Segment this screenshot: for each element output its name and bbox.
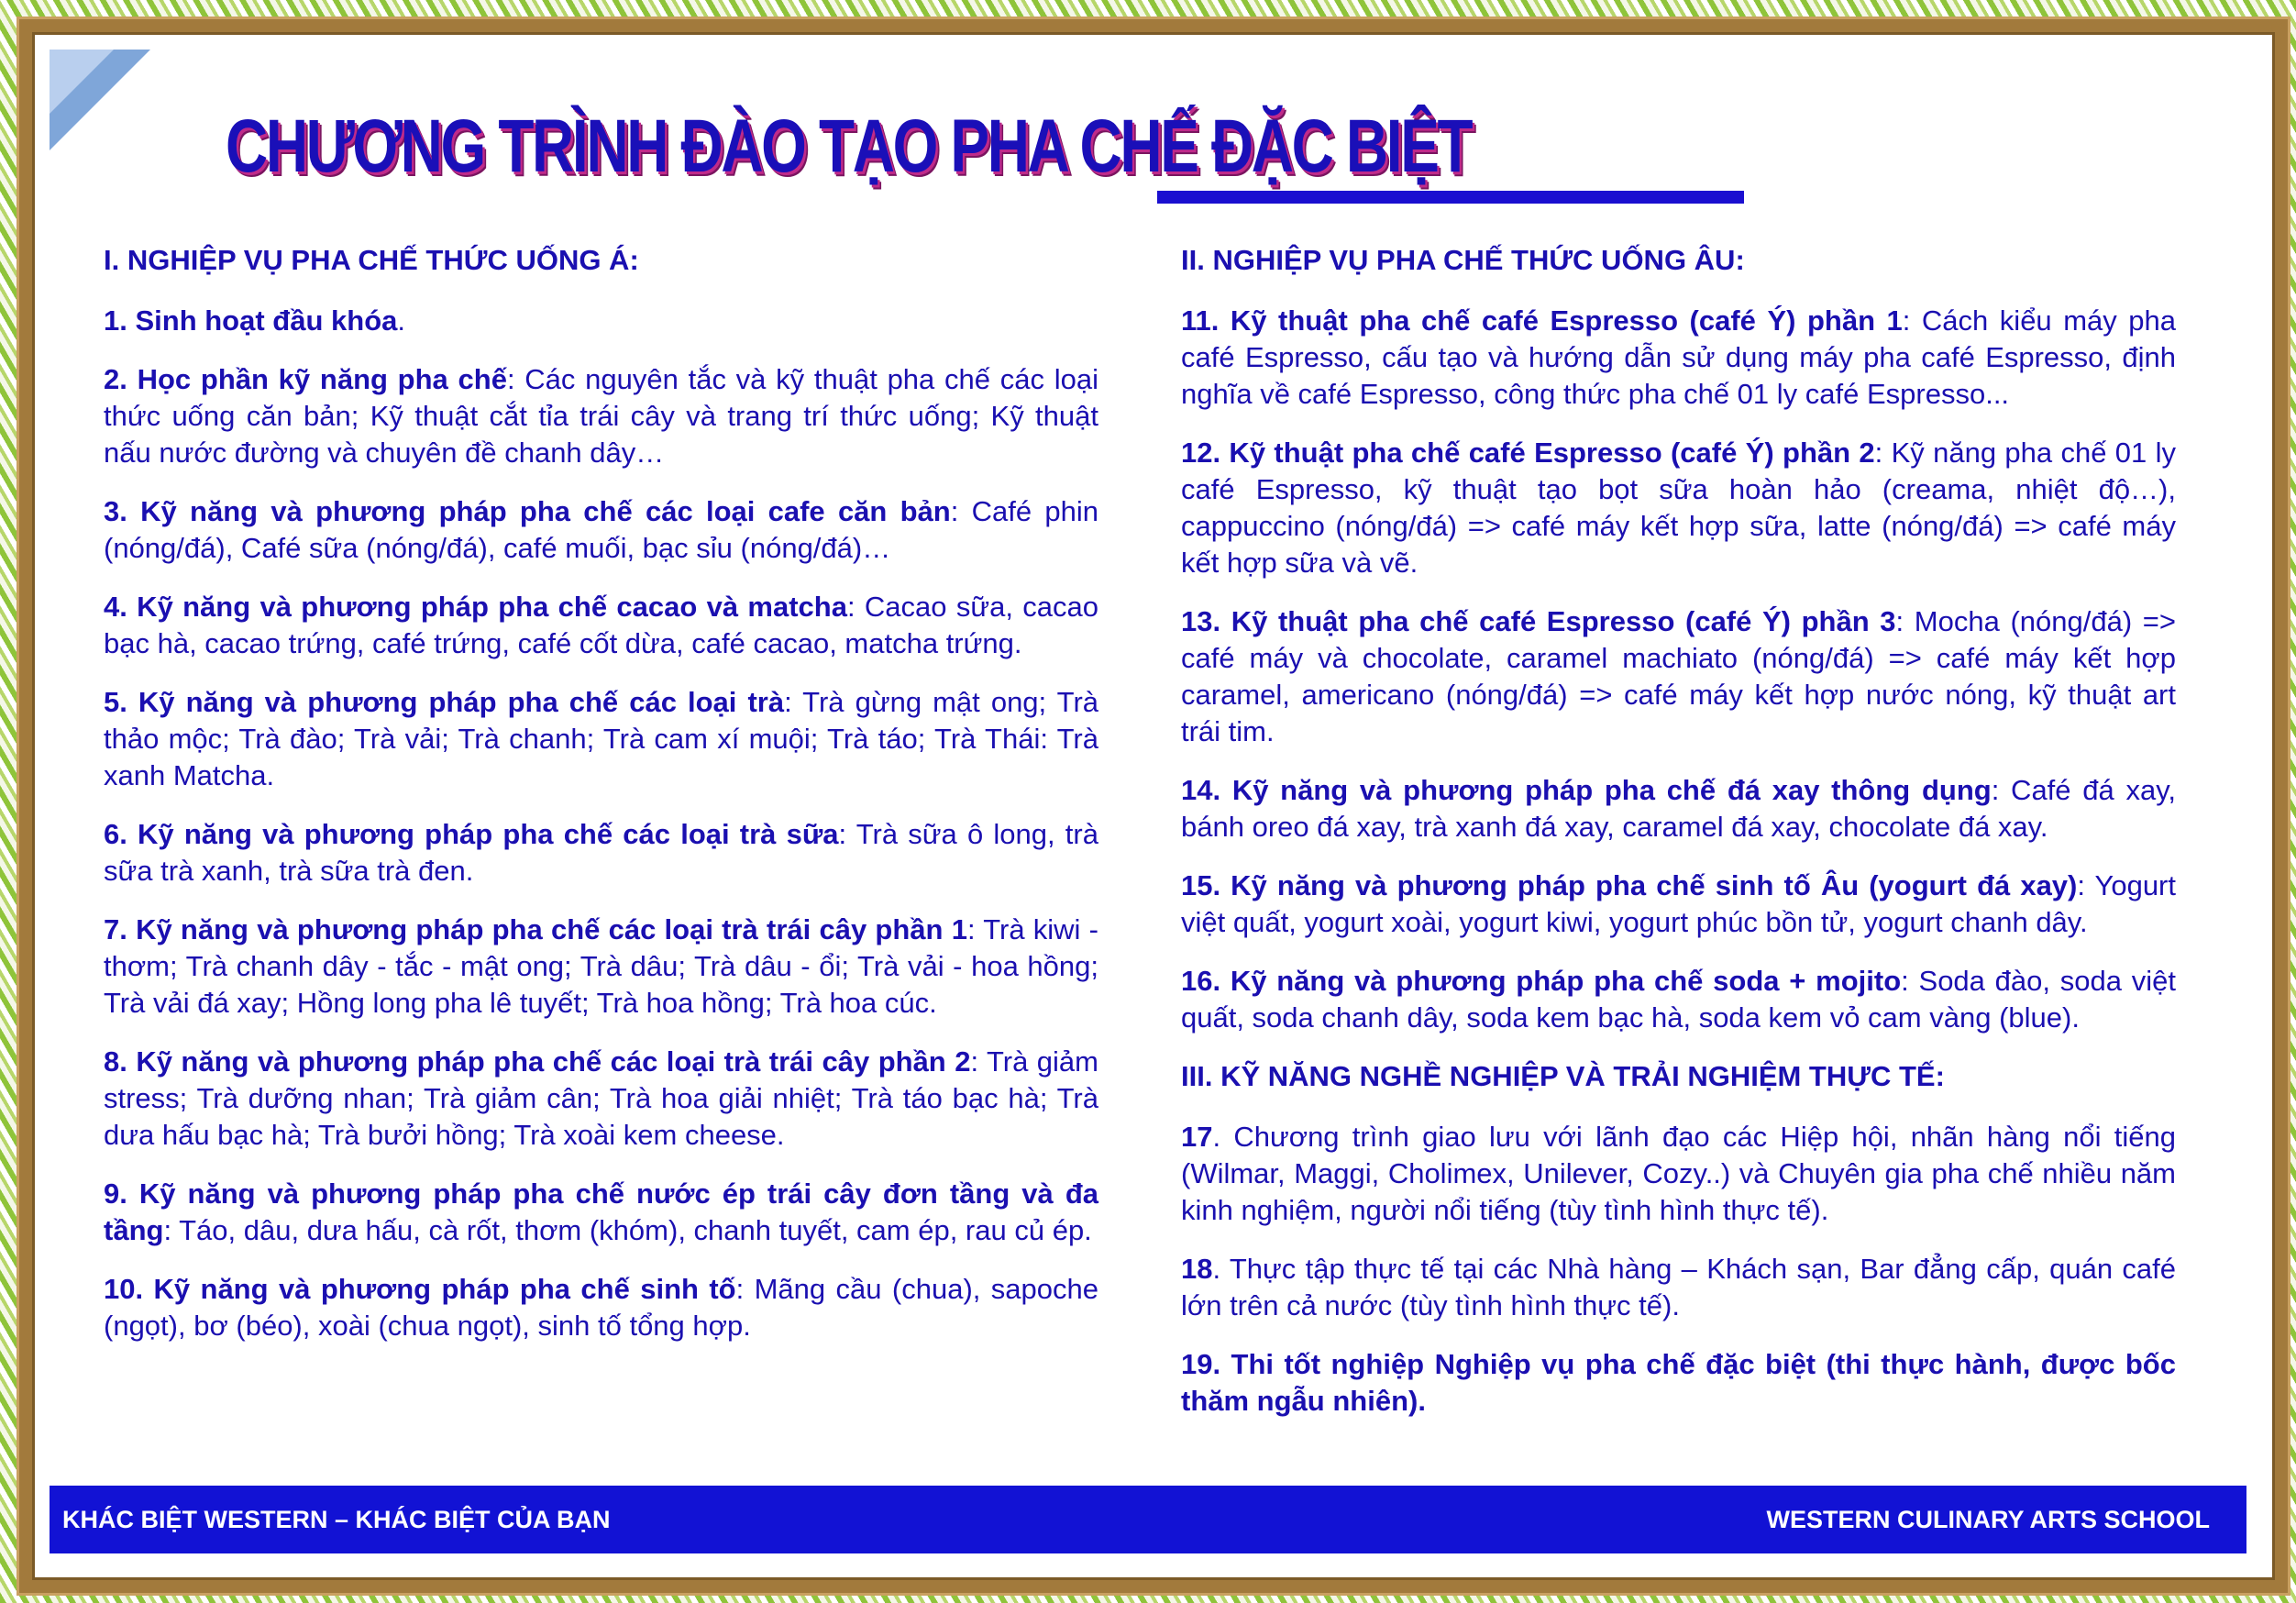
list-item bbox=[1181, 435, 2176, 581]
list-item bbox=[104, 493, 1098, 567]
list-item bbox=[1181, 1119, 2176, 1229]
item-text: : Trà giảm stress; Trà dưỡng nhan; Trà giảm cân; Trà hoa giải nhiệt; Trà táo bạc hà; Trà dưa hấu bạc hà; Trà bưởi hồng; Trà xoài kem cheese. bbox=[104, 1045, 1098, 1151]
title-underline bbox=[1157, 191, 1744, 204]
item-text: : Mocha (nóng/đá) => café máy và chocolate, caramel machiato (nóng/đá) => café máy kết hợp caramel, americano (nóng/đá) => café máy kết hợp nước nóng, kỹ thuật art trái tim. bbox=[1181, 605, 2176, 747]
list-item bbox=[104, 1271, 1098, 1344]
list-item bbox=[1181, 1251, 2176, 1324]
item-label: 11. Kỹ thuật pha chế café Espresso (café Ý) phần 1 bbox=[1181, 304, 1903, 337]
item-label: 12. Kỹ thuật pha chế café Espresso (café Ý) phần 2 bbox=[1181, 437, 1875, 469]
list-item bbox=[104, 1176, 1098, 1249]
list-item bbox=[1181, 303, 2176, 413]
item-text: : Cacao sữa, cacao bạc hà, cacao trứng, café trứng, café cốt dừa, café cacao, matcha trứng. bbox=[104, 591, 1098, 659]
item-text: : Soda đào, soda việt quất, soda chanh dây, soda kem bạc hà, soda kem vỏ cam vàng (blue). bbox=[1181, 965, 2176, 1034]
list-item bbox=[1181, 868, 2176, 941]
item-text: : Táo, dâu, dưa hấu, cà rốt, thơm (khóm), chanh tuyết, cam ép, rau củ ép. bbox=[163, 1214, 1092, 1246]
item-label: 3. Kỹ năng và phương pháp pha chế các loại cafe căn bản bbox=[104, 495, 951, 527]
item-label: 18 bbox=[1181, 1253, 1213, 1285]
item-label: 10. Kỹ năng và phương pháp pha chế sinh tố bbox=[104, 1273, 736, 1305]
item-text: : Trà kiwi - thơm; Trà chanh dây - tắc - mật ong; Trà dâu; Trà dâu - ổi; Trà vải - hoa hồng; Trà vải đá xay; Hồng long pha lê tuyết; Trà hoa hồng; Trà hoa cúc. bbox=[104, 913, 1098, 1019]
item-label: 8. Kỹ năng và phương pháp pha chế các loại trà trái cây phần 2 bbox=[104, 1045, 971, 1078]
footer-slogan: KHÁC BIỆT WESTERN – KHÁC BIỆT CỦA BẠN bbox=[62, 1506, 611, 1533]
list-item bbox=[1181, 1346, 2176, 1420]
list-item bbox=[104, 684, 1098, 794]
list-item bbox=[104, 589, 1098, 662]
item-label: 9. Kỹ năng và phương pháp pha chế nước ép trái cây đơn tầng và đa tầng bbox=[104, 1177, 1098, 1246]
section-heading-asian-drinks: I. NGHIỆP VỤ PHA CHẾ THỨC UỐNG Á: bbox=[104, 244, 639, 276]
item-text: : Café phin (nóng/đá), Café sữa (nóng/đá), café muối, bạc sỉu (nóng/đá)… bbox=[104, 495, 1098, 564]
item-label: 4. Kỹ năng và phương pháp pha chế cacao và matcha bbox=[104, 591, 847, 623]
item-text: : Các nguyên tắc và kỹ thuật pha chế các loại thức uống căn bản; Kỹ thuật cắt tỉa trái cây và trang trí thức uống; Kỹ thuật nấu nước đường và chuyên đề chanh dây… bbox=[104, 363, 1098, 469]
list-item bbox=[104, 303, 1098, 339]
item-text: : Trà gừng mật ong; Trà thảo mộc; Trà đào; Trà vải; Trà chanh; Trà cam xí muội; Trà táo; Trà Thái: Trà xanh Matcha. bbox=[104, 686, 1099, 791]
item-label: 15. Kỹ năng và phương pháp pha chế sinh tố Âu (yogurt đá xay) bbox=[1181, 869, 2078, 901]
list-item bbox=[1181, 772, 2176, 846]
item-text: : Café đá xay, bánh oreo đá xay, trà xanh đá xay, caramel đá xay, chocolate đá xay. bbox=[1181, 774, 2177, 843]
page-corner-fold-highlight bbox=[50, 50, 114, 114]
list-item bbox=[104, 361, 1098, 471]
item-label: 5. Kỹ năng và phương pháp pha chế các loại trà bbox=[104, 686, 785, 718]
item-label: 6. Kỹ năng và phương pháp pha chế các loại trà sữa bbox=[104, 818, 839, 850]
item-text: : Trà sữa ô long, trà sữa trà xanh, trà sữa trà đen. bbox=[104, 818, 1098, 887]
list-item bbox=[104, 816, 1098, 890]
item-text: : Yogurt việt quất, yogurt xoài, yogurt kiwi, yogurt phúc bồn tử, yogurt chanh dây. bbox=[1181, 869, 2176, 938]
footer-bar bbox=[50, 1486, 2246, 1553]
right-column bbox=[1181, 242, 2176, 1442]
section-heading-career-skills: III. KỸ NĂNG NGHỀ NGHIỆP VÀ TRẢI NGHIỆM THỰC TẾ: bbox=[1181, 1060, 1945, 1092]
item-label: 19. Thi tốt nghiệp Nghiệp vụ pha chế đặc biệt (thi thực hành, được bốc thăm ngẫu nhiên). bbox=[1181, 1348, 2176, 1417]
item-text: . Thực tập thực tế tại các Nhà hàng – Khách sạn, Bar đẳng cấp, quán café lớn trên cả nước (tùy tình hình thực tế). bbox=[1181, 1253, 2176, 1321]
page-title: CHƯƠNG TRÌNH ĐÀO TẠO PHA CHẾ ĐẶC BIỆT bbox=[226, 105, 1472, 188]
item-label: 1. Sinh hoạt đầu khóa bbox=[104, 304, 398, 337]
footer-school-name: WESTERN CULINARY ARTS SCHOOL bbox=[1766, 1506, 2210, 1533]
item-text: : Mãng cầu (chua), sapoche (ngọt), bơ (béo), xoài (chua ngọt), sinh tố tổng hợp. bbox=[104, 1273, 1098, 1342]
item-label: 13. Kỹ thuật pha chế café Espresso (café Ý) phần 3 bbox=[1181, 605, 1896, 637]
item-text: . Chương trình giao lưu với lãnh đạo các Hiệp hội, nhãn hàng nổi tiếng (Wilmar, Maggi, Cholimex, Unilever, Cozy..) và Chuyên gia pha chế nhiều năm kinh nghiệm, người nổi tiếng (tùy tình hình thực tế). bbox=[1181, 1121, 2176, 1226]
list-item bbox=[104, 912, 1098, 1022]
left-column bbox=[104, 242, 1098, 1366]
item-label: 16. Kỹ năng và phương pháp pha chế soda + mojito bbox=[1181, 965, 1902, 997]
item-label: 14. Kỹ năng và phương pháp pha chế đá xay thông dụng bbox=[1181, 774, 1992, 806]
list-item bbox=[1181, 603, 2176, 750]
section-heading-western-drinks: II. NGHIỆP VỤ PHA CHẾ THỨC UỐNG ÂU: bbox=[1181, 244, 1745, 276]
item-label: 2. Học phần kỹ năng pha chế bbox=[104, 363, 507, 395]
item-text: : Cách kiểu máy pha café Espresso, cấu tạo và hướng dẫn sử dụng máy pha café Espresso, định nghĩa về café Espresso, công thức pha chế 01 ly café Espresso... bbox=[1181, 304, 2176, 410]
item-label: 17 bbox=[1181, 1121, 1213, 1153]
list-item bbox=[104, 1044, 1098, 1154]
item-label: 7. Kỹ năng và phương pháp pha chế các loại trà trái cây phần 1 bbox=[104, 913, 967, 945]
item-text: . bbox=[397, 304, 405, 337]
item-text: : Kỹ năng pha chế 01 ly café Espresso, kỹ thuật tạo bọt sữa hoàn hảo (creama, nhiệt độ…), cappuccino (nóng/đá) => café máy kết hợp sữa, latte (nóng/đá) => café máy kết hợp sữa và vẽ. bbox=[1181, 437, 2176, 579]
list-item bbox=[1181, 963, 2176, 1036]
